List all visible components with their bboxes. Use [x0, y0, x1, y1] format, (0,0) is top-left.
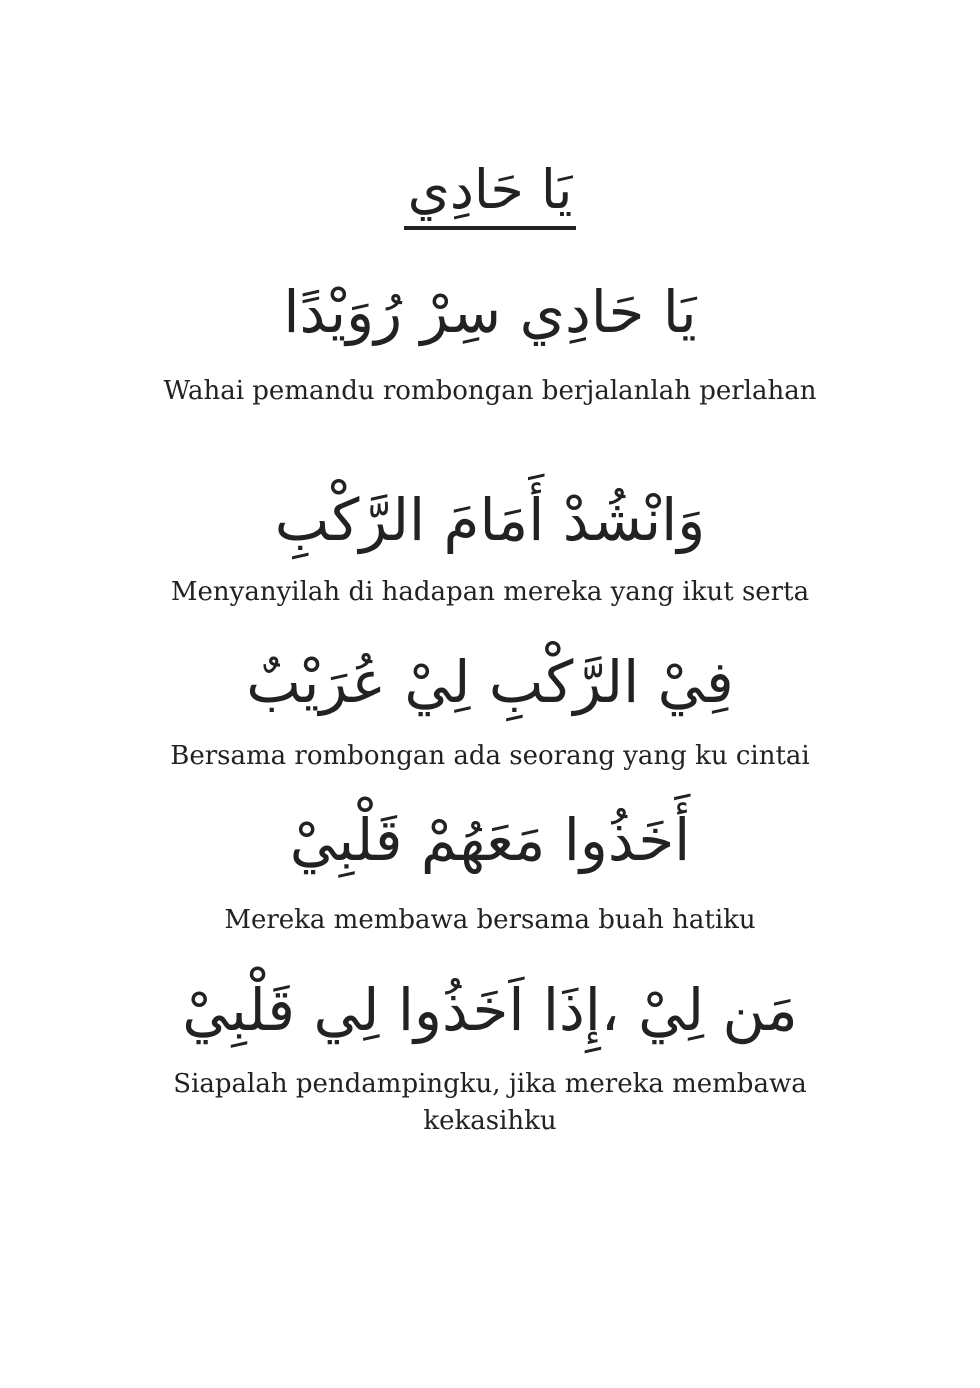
verse-5-arabic: مَن لِيْ ،إِذَا اَخَذُوا لِي قَلْبِيْ	[182, 976, 798, 1044]
verse-2-arabic: وَانْشُدْ أَمَامَ الرَّكْبِ	[274, 486, 706, 554]
verse-3-arabic: فِيْ الرَّكْبِ لِيْ عُرَيْبٌ	[246, 648, 734, 716]
verse-5-translation: Siapalah pendampingku, jika mereka membawa kekasihku	[173, 1069, 807, 1136]
verse-2-translation: Menyanyilah di hadapan mereka yang ikut serta	[170, 577, 810, 607]
page-title-text: يَا حَادِي	[404, 156, 577, 230]
verse-1-arabic: يَا حَادِي سِرْ رُوَيْدًا	[283, 278, 697, 346]
verse-1-translation: Wahai pemandu rombongan berjalanlah perlahan	[163, 376, 817, 406]
verse-4-translation: Mereka membawa bersama buah hatiku	[224, 905, 756, 935]
verse-3-translation: Bersama rombongan ada seorang yang ku cintai	[170, 741, 810, 771]
page-title	[0, 150, 980, 230]
verse-4-arabic: أَخَذُوا مَعَهُمْ قَلْبِيْ	[289, 806, 691, 874]
